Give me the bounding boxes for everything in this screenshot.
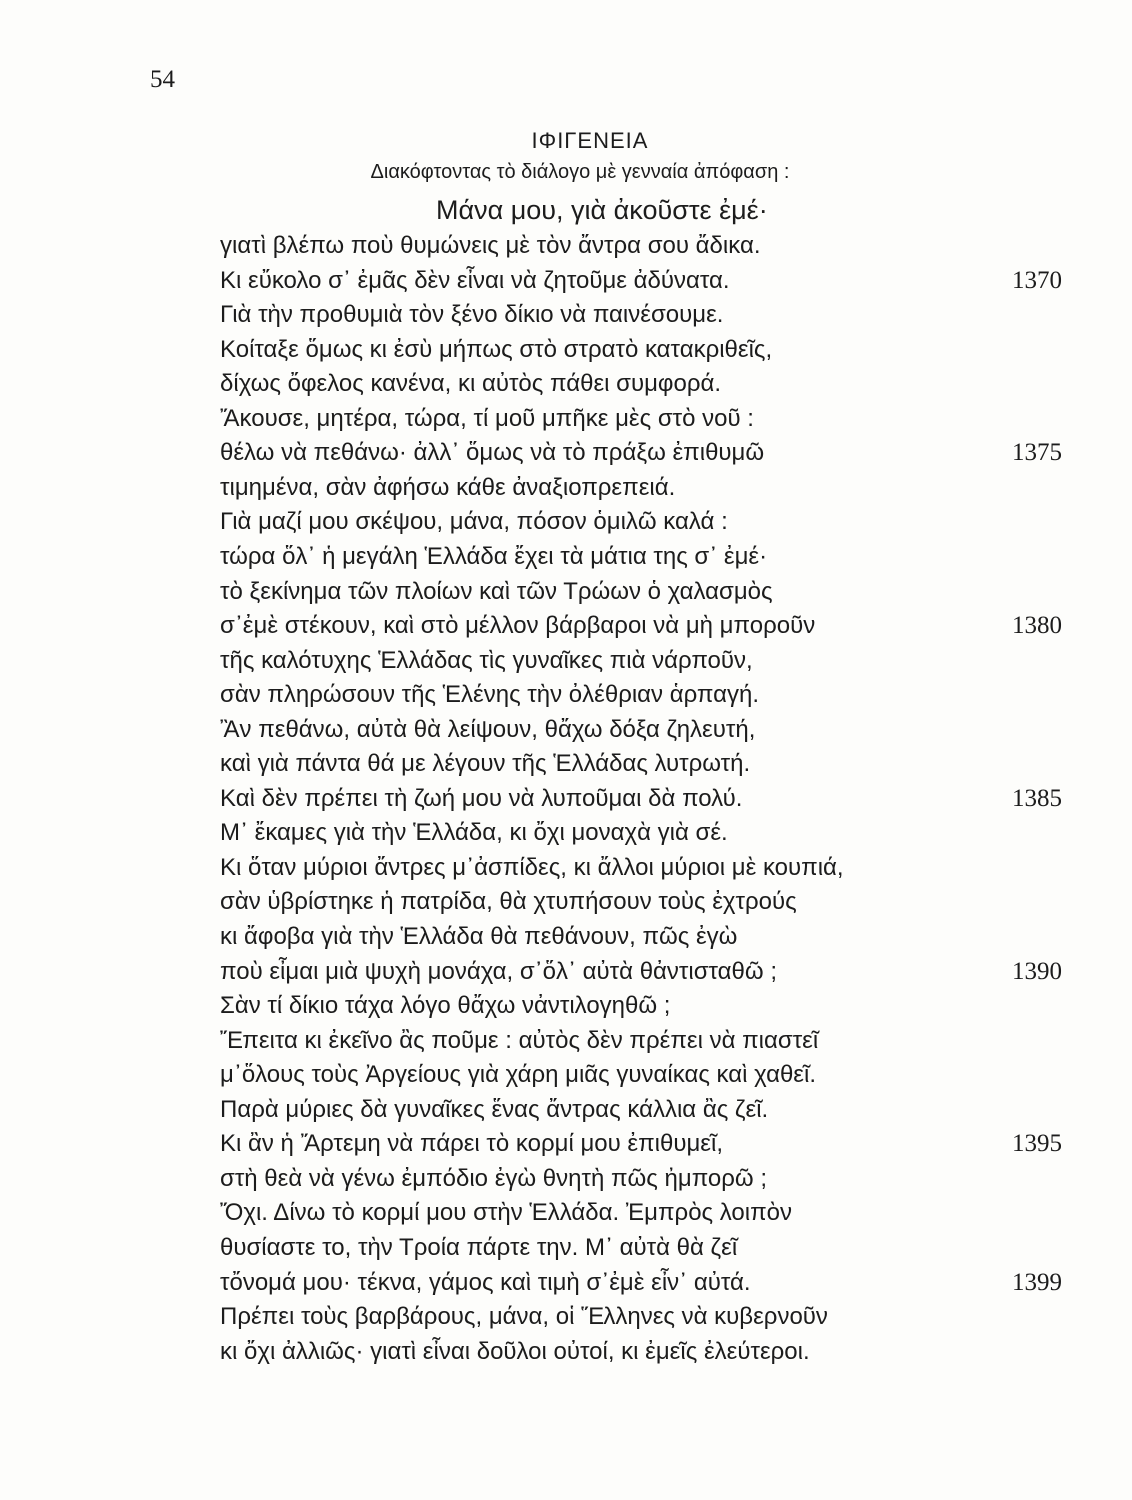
verse-number: 1380 <box>1012 612 1062 640</box>
verse-line <box>220 1162 1100 1197</box>
verse-text: Κι εὔκολο σ᾽ ἐμᾶς δὲν εἶναι νὰ ζητοῦμε ἀδύνατα. <box>220 266 730 294</box>
verse-line <box>220 644 1100 679</box>
verse-line <box>220 540 1100 575</box>
verse-text: σ᾽ἐμὲ στέκουν, καὶ στὸ μέλλον βάρβαροι νὰ μὴ μποροῦν <box>220 612 816 640</box>
verse-text: σὰν πληρώσουν τῆς Ἑλένης τὴν ὀλέθριαν ἁρπαγή. <box>220 681 760 709</box>
verse-text: Ὄχι. Δίνω τὸ κορμί μου στὴν Ἑλλάδα. Ἐμπρὸς λοιπὸν <box>220 1199 793 1227</box>
verse-text: θέλω νὰ πεθάνω· ἀλλ᾽ ὅμως νὰ τὸ πράξω ἐπιθυμῶ <box>220 439 765 467</box>
verse-text: Ἂν πεθάνω, αὐτὰ θὰ λείψουν, θἄχω δόξα ζηλευτή, <box>220 715 756 743</box>
verse-line <box>220 1335 1100 1370</box>
verse-text: τὄνομά μου· τέκνα, γάμος καὶ τιμὴ σ᾽ἐμὲ εἶν᾽ αὐτά. <box>220 1268 751 1296</box>
verse-text: ποὺ εἶμαι μιὰ ψυχὴ μονάχα, σ᾽ὅλ᾽ αὐτὰ θἀντισταθῶ ; <box>220 957 777 985</box>
verse-line <box>220 609 1100 644</box>
verse-first-line: Μάνα μου, γιὰ ἀκοῦστε ἐμέ· <box>436 195 768 225</box>
verse-text: κι ὄχι ἀλλιῶς· γιατὶ εἶναι δοῦλοι οὐτοί, κι ἐμεῖς ἐλεύτεροι. <box>220 1337 810 1365</box>
speaker-name: ΙΦΙΓΕΝΕΙΑ <box>531 128 649 153</box>
verse-text: τῆς καλότυχης Ἑλλάδας τὶς γυναῖκες πιὰ νάρποῦν, <box>220 646 753 674</box>
verse-text: Σὰν τί δίκιο τάχα λόγο θἄχω νἀντιλογηθῶ ; <box>220 992 671 1020</box>
verse-line <box>220 1231 1100 1266</box>
verse-line <box>220 436 1100 471</box>
verse-number: 1370 <box>1012 266 1062 294</box>
verse-line <box>220 402 1100 437</box>
stage-direction: Διακόφτοντας τὸ διάλογο μὲ γενναία ἀπόφαση : <box>370 161 790 183</box>
verse-line <box>220 264 1100 299</box>
verse-number: 1390 <box>1012 957 1062 985</box>
verse-text: Γιὰ τὴν προθυμιὰ τὸν ξένο δίκιο νὰ παινέσουμε. <box>220 301 724 329</box>
verse-text: Παρὰ μύριες δὰ γυναῖκες ἕνας ἄντρας κάλλια ἂς ζεῖ. <box>220 1095 769 1123</box>
verse-line <box>220 1058 1100 1093</box>
verse-line <box>220 955 1100 990</box>
verse-line <box>220 1093 1100 1128</box>
verse-line <box>220 1266 1100 1301</box>
verse-text: κι ἄφοβα γιὰ τὴν Ἑλλάδα θὰ πεθάνουν, πῶς ἐγὼ <box>220 923 738 950</box>
verse-text: Καὶ δὲν πρέπει τὴ ζωή μου νὰ λυποῦμαι δὰ πολύ. <box>220 784 743 812</box>
verse-text: θυσίαστε το, τὴν Τροία πάρτε την. Μ᾽ αὐτὰ θὰ ζεῖ <box>220 1233 738 1261</box>
verse-number: 1375 <box>1012 439 1062 467</box>
verse-line <box>220 782 1100 817</box>
verse-number: 1399 <box>1012 1268 1062 1296</box>
verse-text: καὶ γιὰ πάντα θά με λέγουν τῆς Ἑλλάδας λυτρωτή. <box>220 750 751 778</box>
verse-line <box>220 367 1100 402</box>
verse-text: τιμημένα, σὰν ἀφήσω κάθε ἀναξιοπρεπειά. <box>220 473 676 501</box>
verse-number: 1395 <box>1012 1130 1062 1158</box>
verse-line <box>220 816 1100 851</box>
verse-line <box>220 989 1100 1024</box>
verse-line <box>220 1300 1100 1335</box>
verse-number: 1385 <box>1012 784 1062 812</box>
verse-line <box>220 298 1100 333</box>
verse-text: Ἄκουσε, μητέρα, τώρα, τί μοῦ μπῆκε μὲς στὸ νοῦ : <box>220 404 754 432</box>
page-number: 54 <box>150 66 175 93</box>
verse-line <box>220 1127 1100 1162</box>
verse-text: τώρα ὅλ᾽ ἡ μεγάλη Ἑλλάδα ἔχει τὰ μάτια της σ᾽ ἐμέ· <box>220 542 768 570</box>
verse-text: Πρέπει τοὺς βαρβάρους, μάνα, οἱ Ἕλληνες νὰ κυβερνοῦν <box>220 1303 828 1331</box>
verse-text: δίχως ὄφελος κανένα, κι αὐτὸς πάθει συμφορά. <box>220 370 722 398</box>
verse-text: στὴ θεὰ νὰ γένω ἐμπόδιο ἐγὼ θνητὴ πῶς ἠμπορῶ ; <box>220 1164 767 1192</box>
verse-text: Γιὰ μαζί μου σκέψου, μάνα, πόσον ὁμιλῶ καλά : <box>220 508 728 536</box>
verse-line <box>220 713 1100 748</box>
verse-text: σὰν ὑβρίστηκε ἡ πατρίδα, θὰ χτυπήσουν τοὺς ἐχτρούς <box>220 888 797 916</box>
verse-line <box>220 229 1100 264</box>
verse-line <box>220 471 1100 506</box>
verse-text: τὸ ξεκίνημα τῶν πλοίων καὶ τῶν Τρώων ὁ χαλασμὸς <box>220 577 773 605</box>
verse-text: Μ᾽ ἔκαμες γιὰ τὴν Ἑλλάδα, κι ὄχι μοναχὰ γιὰ σέ. <box>220 819 728 847</box>
verse-text: Κοίταξε ὅμως κι ἐσὺ μήπως στὸ στρατὸ κατακριθεῖς, <box>220 335 773 363</box>
verse-text: Κι ὅταν μύριοι ἄντρες μ᾽ἀσπίδες, κι ἄλλοι μύριοι μὲ κουπιά, <box>220 853 844 881</box>
verse-line <box>220 333 1100 368</box>
verse-line <box>220 1196 1100 1231</box>
verse-line <box>220 747 1100 782</box>
verse-line <box>220 575 1100 610</box>
verse-line <box>220 505 1100 540</box>
verse-line <box>220 885 1100 920</box>
verse-line <box>220 920 1100 955</box>
verse-line <box>220 1024 1100 1059</box>
verse-text: Ἔπειτα κι ἐκεῖνο ἂς ποῦμε : αὐτὸς δὲν πρέπει νὰ πιαστεῖ <box>220 1026 819 1054</box>
verse-line <box>220 851 1100 886</box>
verse-text: μ᾽ὅλους τοὺς Ἀργείους γιὰ χάρη μιᾶς γυναίκας καὶ χαθεῖ. <box>220 1061 817 1089</box>
verse-text: γιατὶ βλέπω ποὺ θυμώνεις μὲ τὸν ἄντρα σου ἄδικα. <box>220 232 761 259</box>
verse-text: Κι ἂν ἡ Ἄρτεμη νὰ πάρει τὸ κορμί μου ἐπιθυμεῖ, <box>220 1130 724 1158</box>
verse-line <box>220 678 1100 713</box>
